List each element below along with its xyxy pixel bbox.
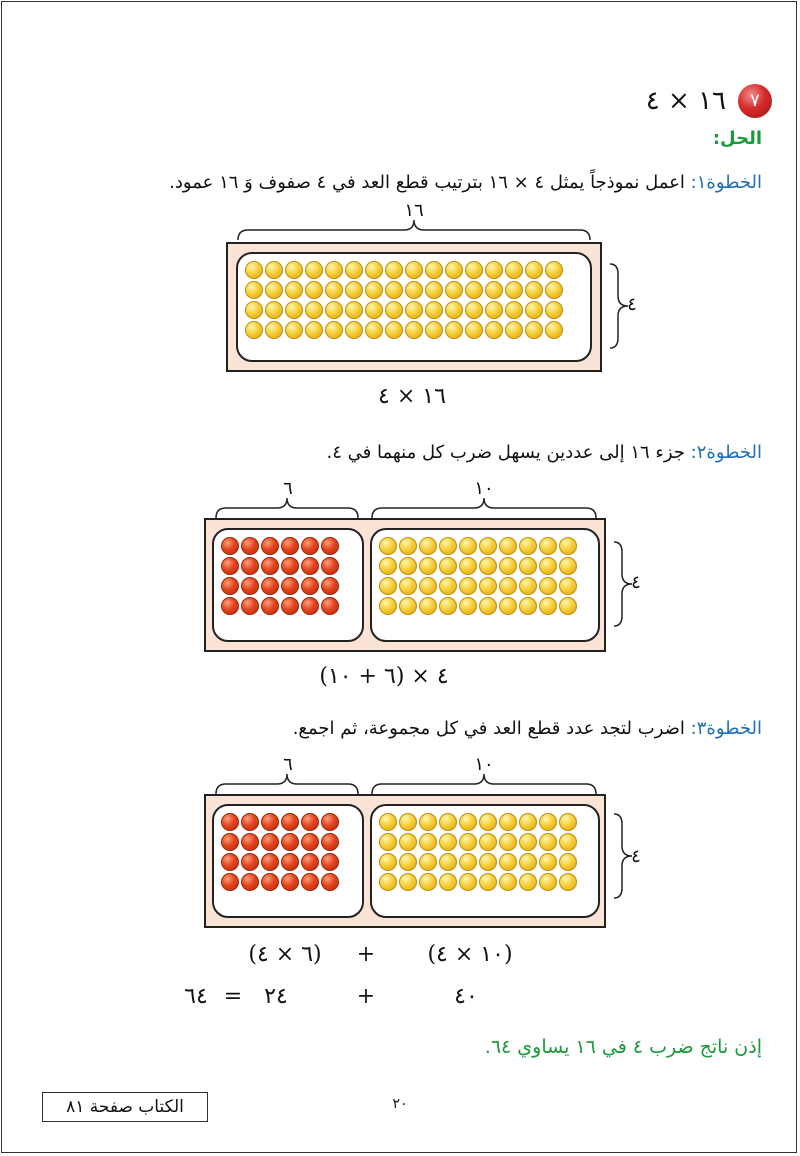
yellow-counter <box>459 537 477 555</box>
red-counter <box>301 597 319 615</box>
yellow-counter <box>245 321 263 339</box>
bead-row <box>379 537 591 555</box>
red-counter <box>281 873 299 891</box>
yellow-counter <box>485 281 503 299</box>
red-counter <box>261 557 279 575</box>
step2-red-group <box>212 528 364 642</box>
yellow-counter <box>499 597 517 615</box>
yellow-counter <box>465 301 483 319</box>
yellow-counter <box>519 873 537 891</box>
yellow-counter <box>519 813 537 831</box>
red-counter <box>261 577 279 595</box>
yellow-counter <box>265 261 283 279</box>
red-counter <box>241 537 259 555</box>
yellow-counter <box>539 813 557 831</box>
page-number: ٢٠ <box>392 1096 408 1112</box>
yellow-counter <box>305 281 323 299</box>
yellow-counter <box>559 537 577 555</box>
yellow-counter <box>485 321 503 339</box>
red-counter <box>221 853 239 871</box>
bead-row <box>221 557 355 575</box>
yellow-counter <box>459 853 477 871</box>
yellow-counter <box>459 813 477 831</box>
red-counter <box>281 597 299 615</box>
step3-result-total: ٦٤ <box>184 984 208 1009</box>
yellow-counter <box>305 321 323 339</box>
yellow-counter <box>505 281 523 299</box>
yellow-counter <box>325 321 343 339</box>
yellow-counter <box>379 853 397 871</box>
step3-left-brace <box>214 772 360 796</box>
red-counter <box>241 577 259 595</box>
step2-left-label: ٦ <box>283 478 293 499</box>
bead-row <box>221 537 355 555</box>
step3-expr-plus: + <box>356 942 376 967</box>
yellow-counter <box>459 577 477 595</box>
bead-row <box>221 577 355 595</box>
yellow-counter <box>445 281 463 299</box>
yellow-counter <box>499 873 517 891</box>
yellow-counter <box>439 833 457 851</box>
yellow-counter <box>385 281 403 299</box>
red-counter <box>221 537 239 555</box>
yellow-counter <box>345 261 363 279</box>
yellow-counter <box>379 597 397 615</box>
yellow-counter <box>399 537 417 555</box>
step1-line <box>169 172 762 193</box>
red-counter <box>221 597 239 615</box>
red-counter <box>321 853 339 871</box>
yellow-counter <box>465 321 483 339</box>
red-counter <box>281 813 299 831</box>
step2-left-brace <box>214 496 360 520</box>
yellow-counter <box>479 537 497 555</box>
step1-top-label: ١٦ <box>404 200 424 221</box>
red-counter <box>281 853 299 871</box>
step2-name: الخطوة٢: <box>690 442 762 463</box>
red-counter <box>241 813 259 831</box>
bead-row <box>379 577 591 595</box>
step3-left-label: ٦ <box>283 754 293 775</box>
yellow-counter <box>525 281 543 299</box>
yellow-counter <box>385 261 403 279</box>
yellow-counter <box>245 261 263 279</box>
yellow-counter <box>499 813 517 831</box>
yellow-counter <box>479 813 497 831</box>
yellow-counter <box>439 557 457 575</box>
yellow-counter <box>325 261 343 279</box>
yellow-counter <box>499 577 517 595</box>
red-counter <box>321 577 339 595</box>
yellow-counter <box>499 537 517 555</box>
yellow-counter <box>559 873 577 891</box>
yellow-counter <box>539 873 557 891</box>
red-counter <box>241 557 259 575</box>
yellow-counter <box>265 321 283 339</box>
red-counter <box>221 577 239 595</box>
yellow-counter <box>379 813 397 831</box>
yellow-counter <box>539 597 557 615</box>
red-counter <box>241 853 259 871</box>
yellow-counter <box>499 853 517 871</box>
bead-row <box>245 261 583 279</box>
red-counter <box>301 537 319 555</box>
yellow-counter <box>379 833 397 851</box>
red-counter <box>261 873 279 891</box>
yellow-counter <box>519 537 537 555</box>
step2-yellow-group <box>370 528 600 642</box>
bead-row <box>379 597 591 615</box>
yellow-counter <box>545 261 563 279</box>
yellow-counter <box>539 577 557 595</box>
yellow-counter <box>519 597 537 615</box>
step3-text: اضرب لتجد عدد قطع العد في كل مجموعة، ثم اجمع. <box>292 718 691 739</box>
yellow-counter <box>325 301 343 319</box>
step1-side-label: ٤ <box>627 294 637 315</box>
yellow-counter <box>445 301 463 319</box>
yellow-counter <box>519 557 537 575</box>
problem-number-badge: ٧ <box>738 84 772 118</box>
yellow-counter <box>439 873 457 891</box>
yellow-counter <box>385 321 403 339</box>
red-counter <box>301 873 319 891</box>
step3-yellow-group <box>370 804 600 918</box>
yellow-counter <box>379 873 397 891</box>
step2-text: جزء ١٦ إلى عددين يسهل ضرب كل منهما في ٤. <box>326 442 691 463</box>
red-counter <box>321 813 339 831</box>
yellow-counter <box>419 873 437 891</box>
yellow-counter <box>245 301 263 319</box>
yellow-counter <box>479 853 497 871</box>
bead-row <box>221 833 355 851</box>
yellow-counter <box>379 577 397 595</box>
yellow-counter <box>365 301 383 319</box>
step3-side-label: ٤ <box>631 846 641 867</box>
yellow-counter <box>539 557 557 575</box>
yellow-counter <box>419 557 437 575</box>
yellow-counter <box>439 597 457 615</box>
step1-bead-group <box>236 252 592 362</box>
book-reference: الكتاب صفحة ٨١ <box>42 1092 208 1122</box>
yellow-counter <box>439 853 457 871</box>
yellow-counter <box>559 853 577 871</box>
red-counter <box>321 873 339 891</box>
yellow-counter <box>465 261 483 279</box>
bead-row <box>379 873 591 891</box>
yellow-counter <box>439 577 457 595</box>
red-counter <box>281 833 299 851</box>
yellow-counter <box>245 281 263 299</box>
red-counter <box>221 557 239 575</box>
yellow-counter <box>399 873 417 891</box>
red-counter <box>301 577 319 595</box>
yellow-counter <box>305 301 323 319</box>
red-counter <box>261 833 279 851</box>
yellow-counter <box>399 597 417 615</box>
yellow-counter <box>479 833 497 851</box>
conclusion-text: إذن ناتج ضرب ٤ في ١٦ يساوي ٦٤. <box>484 1036 762 1058</box>
step3-name: الخطوة٣: <box>690 718 762 739</box>
step2-tray <box>204 518 606 652</box>
step3-result-equals: = <box>223 984 243 1009</box>
yellow-counter <box>345 321 363 339</box>
yellow-counter <box>419 537 437 555</box>
yellow-counter <box>499 557 517 575</box>
step3-line <box>293 718 762 739</box>
red-counter <box>281 537 299 555</box>
yellow-counter <box>379 557 397 575</box>
yellow-counter <box>405 301 423 319</box>
yellow-counter <box>445 261 463 279</box>
bead-row <box>379 853 591 871</box>
bead-row <box>379 833 591 851</box>
red-counter <box>321 557 339 575</box>
yellow-counter <box>519 833 537 851</box>
yellow-counter <box>285 281 303 299</box>
yellow-counter <box>559 557 577 575</box>
step3-result-left: ٢٤ <box>264 984 288 1009</box>
yellow-counter <box>525 321 543 339</box>
step3-result-plus: + <box>356 984 376 1009</box>
yellow-counter <box>399 557 417 575</box>
yellow-counter <box>405 261 423 279</box>
yellow-counter <box>365 261 383 279</box>
yellow-counter <box>459 833 477 851</box>
yellow-counter <box>559 597 577 615</box>
yellow-counter <box>539 853 557 871</box>
red-counter <box>301 557 319 575</box>
step1-tray <box>226 242 602 372</box>
yellow-counter <box>405 281 423 299</box>
solution-label: الحل: <box>712 128 762 149</box>
yellow-counter <box>539 833 557 851</box>
bead-row <box>221 853 355 871</box>
yellow-counter <box>559 813 577 831</box>
yellow-counter <box>485 301 503 319</box>
yellow-counter <box>285 261 303 279</box>
step1-bottom-expression: ١٦ × ٤ <box>378 384 446 409</box>
yellow-counter <box>399 577 417 595</box>
red-counter <box>321 537 339 555</box>
red-counter <box>241 833 259 851</box>
yellow-counter <box>285 301 303 319</box>
yellow-counter <box>419 833 437 851</box>
step2-line <box>327 442 762 463</box>
yellow-counter <box>485 261 503 279</box>
bead-row <box>245 321 583 339</box>
step2-bottom-expression: (٦ + ١٠) × ٤ <box>319 664 449 689</box>
problem-expression: ١٦ × ٤ <box>645 86 726 116</box>
yellow-counter <box>445 321 463 339</box>
red-counter <box>261 537 279 555</box>
yellow-counter <box>439 813 457 831</box>
red-counter <box>281 557 299 575</box>
yellow-counter <box>505 301 523 319</box>
yellow-counter <box>505 321 523 339</box>
yellow-counter <box>265 281 283 299</box>
yellow-counter <box>539 537 557 555</box>
red-counter <box>281 577 299 595</box>
yellow-counter <box>559 833 577 851</box>
red-counter <box>221 873 239 891</box>
red-counter <box>301 833 319 851</box>
bead-row <box>221 873 355 891</box>
yellow-counter <box>419 577 437 595</box>
step2-side-label: ٤ <box>631 572 641 593</box>
step2-right-brace <box>370 496 598 520</box>
yellow-counter <box>385 301 403 319</box>
yellow-counter <box>545 321 563 339</box>
yellow-counter <box>285 321 303 339</box>
yellow-counter <box>525 301 543 319</box>
yellow-counter <box>325 281 343 299</box>
yellow-counter <box>399 813 417 831</box>
step3-right-label: ١٠ <box>474 754 494 775</box>
step3-result-right: ٤٠ <box>454 984 478 1009</box>
yellow-counter <box>439 537 457 555</box>
bead-row <box>245 301 583 319</box>
yellow-counter <box>345 281 363 299</box>
yellow-counter <box>419 853 437 871</box>
bead-row <box>221 813 355 831</box>
red-counter <box>301 813 319 831</box>
red-counter <box>221 813 239 831</box>
yellow-counter <box>379 537 397 555</box>
bead-row <box>379 813 591 831</box>
red-counter <box>261 597 279 615</box>
bead-row <box>245 281 583 299</box>
yellow-counter <box>479 597 497 615</box>
red-counter <box>301 853 319 871</box>
bead-row <box>221 597 355 615</box>
red-counter <box>321 833 339 851</box>
red-counter <box>241 873 259 891</box>
yellow-counter <box>459 873 477 891</box>
yellow-counter <box>479 873 497 891</box>
yellow-counter <box>459 557 477 575</box>
yellow-counter <box>365 321 383 339</box>
yellow-counter <box>345 301 363 319</box>
yellow-counter <box>265 301 283 319</box>
yellow-counter <box>499 833 517 851</box>
step3-tray <box>204 794 606 928</box>
yellow-counter <box>425 321 443 339</box>
yellow-counter <box>419 813 437 831</box>
yellow-counter <box>305 261 323 279</box>
yellow-counter <box>399 853 417 871</box>
yellow-counter <box>459 597 477 615</box>
yellow-counter <box>545 281 563 299</box>
yellow-counter <box>519 853 537 871</box>
step3-expr-right: (١٠ × ٤) <box>427 942 513 967</box>
yellow-counter <box>479 557 497 575</box>
yellow-counter <box>425 301 443 319</box>
step3-red-group <box>212 804 364 918</box>
yellow-counter <box>419 597 437 615</box>
step1-text: اعمل نموذجاً يمثل ٤ × ١٦ بترتيب قطع العد في ٤ صفوف وَ ١٦ عمود. <box>169 172 691 193</box>
step1-name: الخطوة١: <box>690 172 762 193</box>
bead-row <box>379 557 591 575</box>
yellow-counter <box>425 281 443 299</box>
yellow-counter <box>519 577 537 595</box>
red-counter <box>321 597 339 615</box>
yellow-counter <box>365 281 383 299</box>
yellow-counter <box>465 281 483 299</box>
step2-right-label: ١٠ <box>474 478 494 499</box>
yellow-counter <box>559 577 577 595</box>
red-counter <box>221 833 239 851</box>
step3-right-brace <box>370 772 598 796</box>
red-counter <box>261 853 279 871</box>
red-counter <box>241 597 259 615</box>
yellow-counter <box>525 261 543 279</box>
yellow-counter <box>505 261 523 279</box>
yellow-counter <box>399 833 417 851</box>
yellow-counter <box>545 301 563 319</box>
yellow-counter <box>405 321 423 339</box>
yellow-counter <box>479 577 497 595</box>
red-counter <box>261 813 279 831</box>
yellow-counter <box>425 261 443 279</box>
step3-expr-left: (٦ × ٤) <box>248 942 322 967</box>
